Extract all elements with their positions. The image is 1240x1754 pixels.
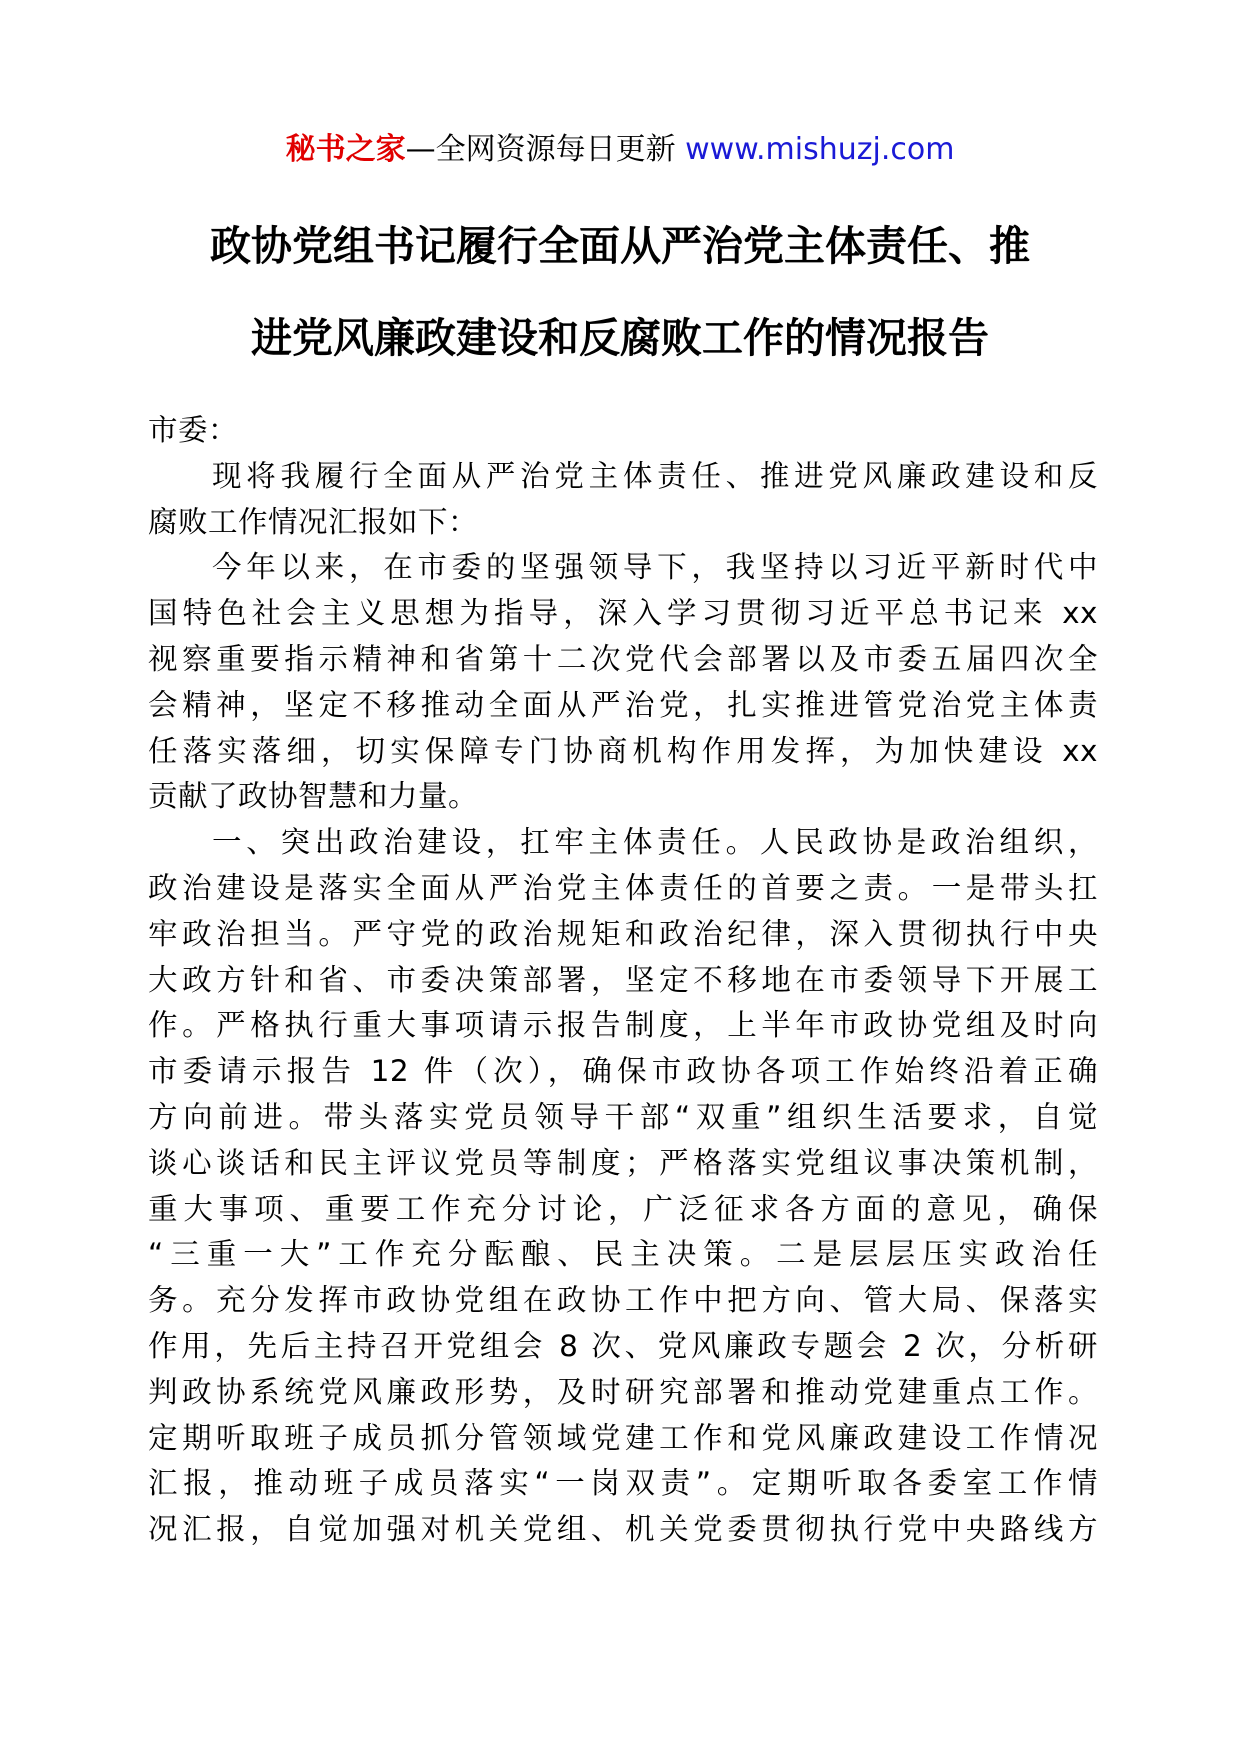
site-brand: 秘书之家 [285, 132, 406, 167]
body-line: 务。充分发挥市政协党组在政协工作中把方向、管大局、保落实 [148, 1283, 1098, 1318]
body-line: 作。严格执行重大事项请示报告制度，上半年市政协党组及时向 [148, 1008, 1098, 1043]
body-line: 现将我履行全面从严治党主体责任、推进党风廉政建设和反 [212, 458, 1098, 493]
body-line: 国特色社会主义思想为指导，深入学习贯彻习近平总书记来 xx [148, 596, 1098, 631]
body-line: 汇报，推动班子成员落实“一岗双责”。定期听取各委室工作情 [148, 1466, 1098, 1501]
body-line: 定期听取班子成员抓分管领域党建工作和党风廉政建设工作情况 [148, 1420, 1098, 1455]
body-line: 重大事项、重要工作充分讨论，广泛征求各方面的意见，确保 [148, 1191, 1098, 1226]
title-line-2: 进党风廉政建设和反腐败工作的情况报告 [251, 314, 989, 362]
site-tagline: —全网资源每日更新 [405, 132, 686, 167]
body-line: 方向前进。带头落实党员领导干部“双重”组织生活要求，自觉 [148, 1099, 1098, 1134]
body-line: 牢政治担当。严守党的政治规矩和政治纪律，深入贯彻执行中央 [148, 916, 1098, 951]
document-body [148, 408, 1098, 1553]
body-line: 判政协系统党风廉政形势，及时研究部署和推动党建重点工作。 [148, 1374, 1098, 1409]
site-url-link[interactable]: www.mishuzj.com [685, 132, 955, 167]
body-line: 今年以来，在市委的坚强领导下，我坚持以习近平新时代中 [212, 550, 1098, 585]
document-title [100, 200, 1140, 384]
body-line: 贡献了政协智慧和力量。 [148, 779, 479, 814]
salutation: 市委： [148, 413, 239, 447]
body-line: 况汇报，自觉加强对机关党组、机关党委贯彻执行党中央路线方 [148, 1512, 1098, 1547]
body-line: 任落实落细，切实保障专门协商机构作用发挥，为加快建设 xx [148, 733, 1098, 768]
body-line: 会精神，坚定不移推动全面从严治党，扎实推进管党治党主体责 [148, 687, 1098, 722]
body-line: 腐败工作情况汇报如下： [148, 504, 479, 539]
body-line: 作用，先后主持召开党组会 8 次、党风廉政专题会 2 次，分析研 [148, 1328, 1098, 1363]
body-line: 政治建设是落实全面从严治党主体责任的首要之责。一是带头扛 [148, 870, 1098, 905]
body-line: 谈心谈话和民主评议党员等制度；严格落实党组议事决策机制， [148, 1145, 1098, 1180]
title-line-1: 政协党组书记履行全面从严治党主体责任、推 [210, 222, 1030, 270]
body-line: 市委请示报告 12 件（次），确保市政协各项工作始终沿着正确 [148, 1054, 1098, 1089]
body-line: 一、突出政治建设，扛牢主体责任。人民政协是政治组织， [212, 825, 1098, 860]
body-line: 视察重要指示精神和省第十二次党代会部署以及市委五届四次全 [148, 641, 1098, 676]
site-header [0, 130, 1240, 170]
body-line: 大政方针和省、市委决策部署，坚定不移地在市委领导下开展工 [148, 962, 1098, 997]
body-line: “三重一大”工作充分酝酿、民主决策。二是层层压实政治任 [148, 1237, 1098, 1272]
